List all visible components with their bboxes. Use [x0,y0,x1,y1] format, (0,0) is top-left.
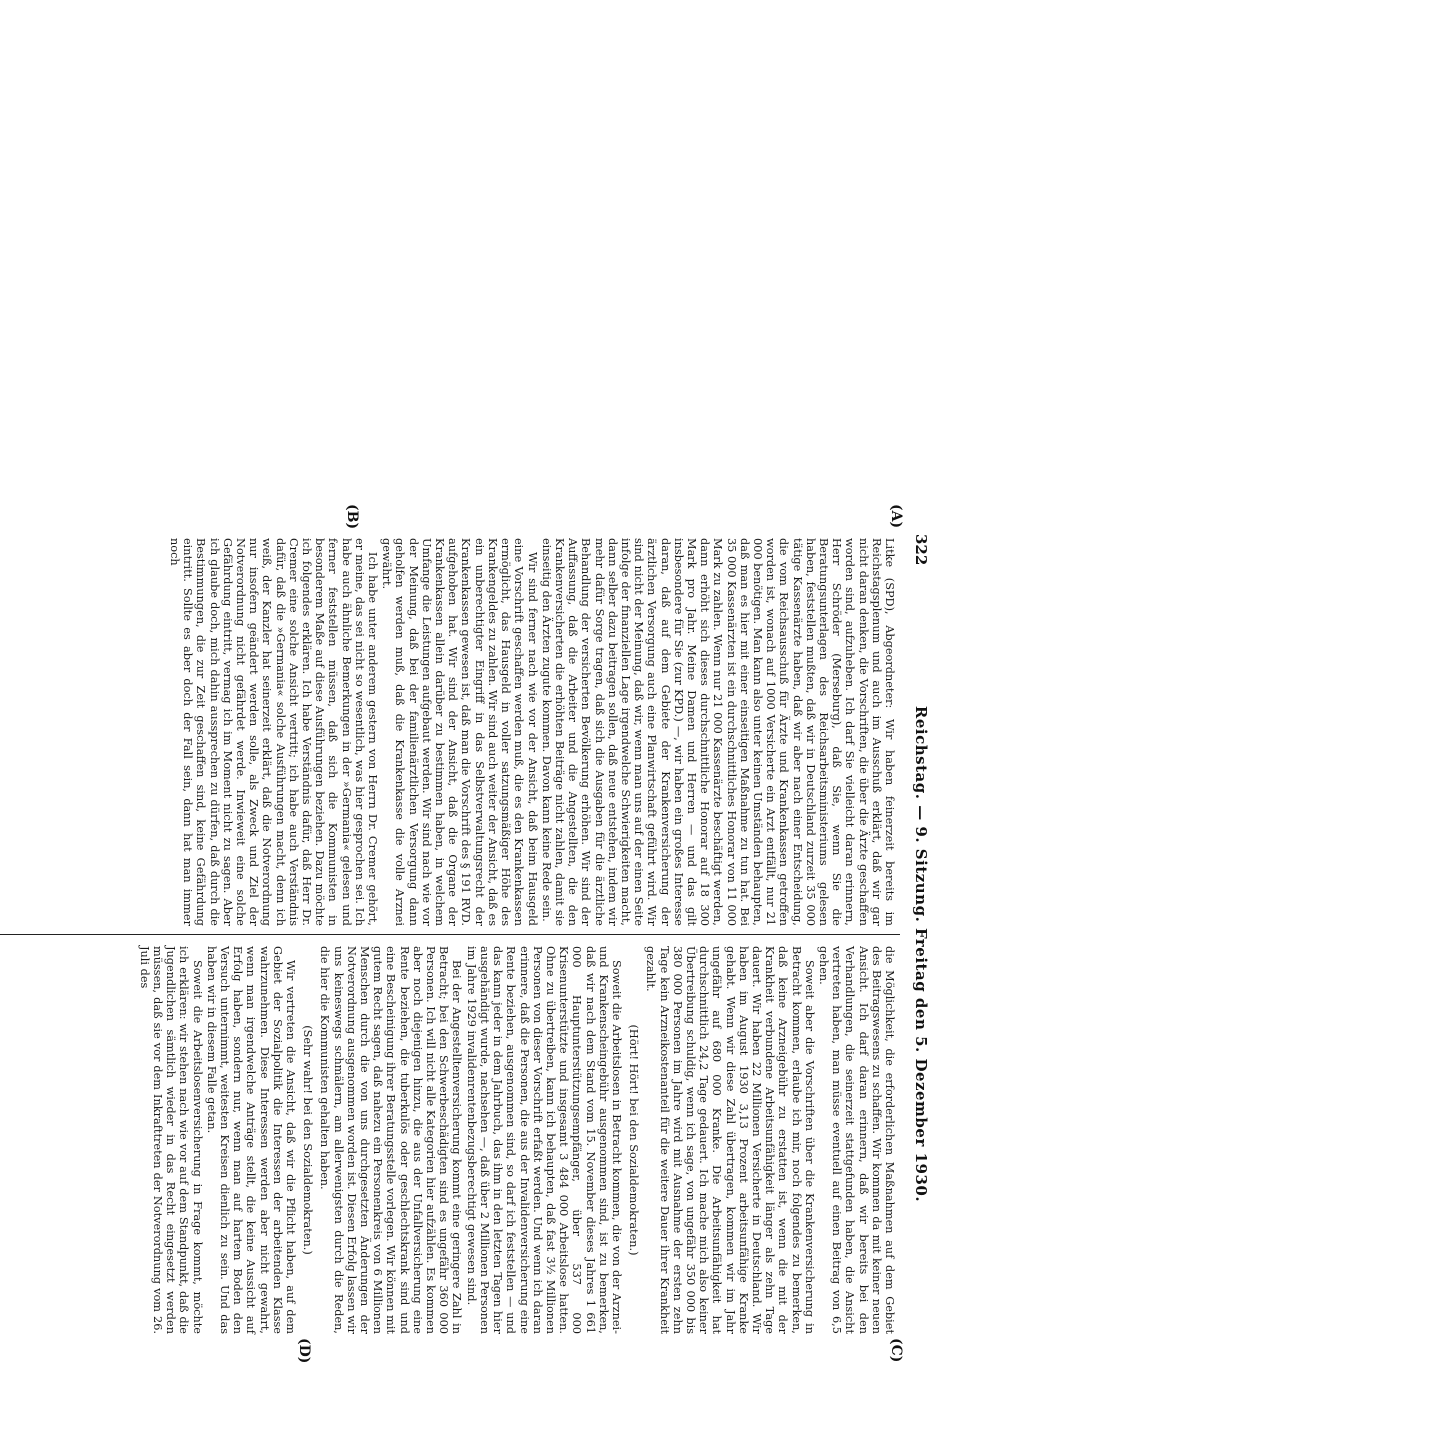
margin-mark-d: (D) [296,1338,312,1364]
paragraph: die Möglichkeit, die erforderlichen Maßnahmen auf dem Gebiet des Beitragswesens zu schaffen. Wir kommen da mit keiner neuen Ansicht. Ich darf daran erinnern, daß wir bereits bei den Verhandlungen, die seinerzeit stattgefunden haben, die Ansicht vertreten haben, man müsse eventuell auf einen Beitrag von 6,5 gehen. [816,946,896,1334]
paragraph: Ich habe unter anderem gestern von Herrn Dr. Cremer gehört, er meine, das sei nicht so wesentlich, was hier gesprochen sei. Ich habe auch ähnliche Bemerkungen in der »Germania« gelesen und ferner feststellen müssen, daß sich die Kommunisten in besonderem Maße auf diese Ausführungen beziehen. Dazu möchte ich folgendes erklären. Ich habe Verständnis dafür, daß Herr Dr. Cremer eine solche Ansicht vertritt; ich habe auch Verständnis dafür, daß die »Germania« solche Ausführungen macht, denn ich weiß, der Kanzler hat seinerzeit erklärt, daß die Notverordnung nur insofern geändert werden solle, als Zweck und Ziel der Notverordnung nicht gefährdet werde. Inwieweit eine solche Gefährdung eintritt, vermag ich im Moment nicht zu sagen. Aber ich glaube doch, mich dahin aussprechen zu dürfen, daß durch die Bestimmungen, die zur Zeit geschaffen sind, keine Gefährdung eintritt. Sollte es aber doch der Fall sein, dann hat man immer noch [168,538,380,926]
margin-mark-a: (A) [888,504,904,529]
interjection: (Hört! Hört! bei den Sozialdemokraten.) [627,1024,641,1256]
page-header [906,534,930,1374]
paragraph: Bei der Angestelltenversicherung kommt eine geringere Zahl in Betracht; bei den Schwerbeschädigten sind es ungefähr 360 000 Personen. Ich will nicht alle Kategorien hier aufzählen. Es kommen aber noch diejenigen hinzu, die aus der Unfallversicherung eine Rente beziehen, die tuberkulös oder geschlechtskrank sind und eine Bescheinigung ihrer Beratungsstelle vorlegen. Wir können mit gutem Recht sagen, daß nahezu ein Personenkreis von 6 Millionen Menschen durch die von uns durchgesetzten Änderungen der Notverordnung ausgenommen worden ist. Diesen Erfolg lassen wir uns keineswegs schmälern, am allerwenigsten durch die Reden, die hier die Kommunisten gehalten haben. [318,946,464,1334]
margin-mark-b: (B) [344,504,360,530]
paragraph: Soweit aber die Vorschriften über die Krankenversicherung in Betracht kommen, erlaube ich mir, noch folgendes zu bemerken, daß keine Arzneigebühr zu erstatten ist, wenn die mit der Krankheit verbundene Arbeitsunfähigkeit länger als zehn Tage dauert. Wir haben 22 Millionen Versicherte in Deutschland. Wir haben im August 1930 3,13 Prozent arbeitsunfähige Kranke gehabt. Wenn wir diese Zahl übertragen, kommen wir im Jahr ungefähr auf 680 000 Kranke. Die Arbeitsunfähigkeit hat durchschnittlich 24,2 Tage gedauert. Ich mache mich also keiner Übertreibung schuldig, wenn ich sage, von ungefähr 350 000 bis 380 000 Personen im Jahre wird mit Ausnahme der ersten zehn Tage kein Arzneikostenanteil für die weitere Dauer ihrer Krankheit gezahlt. [644,946,816,1334]
paragraph: Litke (SPD), Abgeordneter: Wir haben feinerzeit bereits im Reichstagsplenum und auch im Ausschuß erklärt, daß wir gar nicht daran denken, die Vorschriften, die über die Ärzte geschaffen worden sind, aufzuheben. Ich darf Sie vielleicht daran erinnern, Herr Schröder (Merseburg), daß Sie, wenn Sie die Beratungsunterlagen des Reichsarbeitsministeriums gelesen haben, feststellen mußten, daß wir in Deutschland zurzeit 35 000 tätige Kassenärzte haben, daß wir aber nach einer Entscheidung, die vom Reichsausschuß für Ärzte und Krankenkassen getroffen worden ist, wonach auf 1000 Versicherte ein Arzt entfällt, nur 21 000 benötigen. Man kann also unter keinen Umständen behaupten, daß man es hier mit einer einseitigen Maßnahme zu tun hat. Bei 35 000 Kassenärzten ist ein durchschnittliches Honorar von 11 000 Mark zu zahlen. Wenn nur 21 000 Kassenärzte beschäftigt werden, dann erhöht sich dieses durchschnittliche Honorar auf 18 300 Mark pro Jahr. Meine Damen und Herren — und das gilt insbesondere für Sie (zur KPD.) —, wir haben ein großes Interesse daran, daß auf dem Gebiete der Krankenversicherung der ärztlichen Versorgung auch eine Planwirtschaft geführt wird. Wir sind nicht der Meinung, daß wir, wenn man uns auf der einen Seite infolge der finanziellen Lage irgendwelche Schwierigkeiten macht, dann selber dazu beitragen sollen, daß neue entstehen, indem wir mehr dafür Sorge tragen, daß sich die Ausgaben für die ärztliche Behandlung der versicherten Bevölkerung erhöhen. Wir sind der Auffassung, daß die Arbeiter und die Angestellten, die den Krankenversicherten die erhöhten Beiträge nicht zahlen, damit sie einseitig den Ärzten zugute kommen. Davon kann keine Rede sein. [539,538,896,926]
page-number: 322 [912,534,930,566]
paragraph: Wir vertreten die Ansicht, daß wir die Pflicht haben, auf dem Gebiet der Sozialpolitik die Interessen der arbeitenden Klasse wahrzunehmen. Diese Interessen werden aber nicht gewahrt, wenn man irgendwelche Anträge stellt, die keine Aussicht auf Erfolg haben, sondern nur, wenn man auf hartem Boden den Versuch unternimmt, weitesten Kreisen dienlich zu sein. Und das haben wir in diesem Falle getan. [204,946,298,1334]
page-title: Reichstag. — 9. Sitzung. Freitag den 5. Dezember 1930. [912,705,930,1203]
right-column [0,946,896,1334]
margin-mark-c: (C) [888,1338,904,1363]
paragraph: Wir sind ferner nach wie vor der Ansicht, daß beim Hausgeld eine Vorschrift geschaffen werden muß, die es den Krankenkassen ermöglicht, das Hausgeld in voller satzungsmäßiger Höhe des Krankengeldes zu zahlen. Wir sind auch weiter der Ansicht, daß es ein unberechtigter Eingriff in das Selbstverwaltungsrecht der Krankenkassen gewesen ist, daß man die Vorschrift des § 191 RVD. aufgehoben hat. Wir sind der Ansicht, daß die Organe der Krankenkassen allein darüber zu bestimmen haben, in welchem Umfange die Leistungen aufgebaut werden. Wir sind nach wie vor der Meinung, daß bei der familienärztlichen Versorgung dann geholfen werden muß, daß die Krankenkasse die volle Arznei gewährt. [380,538,539,926]
column-divider [0,934,900,935]
interjection: (Sehr wahr! bei den Sozialdemokraten.) [301,1025,315,1255]
rotated-page [0,434,1000,1434]
paragraph: Soweit die Arbeitslosen in Betracht kommen, die von der Arznei- und Krankenscheingebühr ausgenommen sind, ist zu bemerken, daß wir nach dem Stand vom 15. November dieses Jahres 1 661 000 Hauptunterstützungsempfänger, über 537 000 Krisenunterstützte und insgesamt 3 484 000 Arbeitslose hatten. Ohne zu übertreiben, kann ich behaupten, daß fast 3½ Millionen Personen von dieser Vorschrift erfaßt werden. Und wenn ich daran erinnere, daß die Personen, die aus der Invalidenversicherung eine Rente beziehen, ausgenommen sind, so darf ich feststellen — und das kann jeder in dem Jahrbuch, das ihm in den letzten Tagen hier ausgehändigt wurde, nachsehen —, daß über 2 Millionen Personen im Jahre 1929 invalidenrentenbezugsberechtigt gewesen sind. [464,946,623,1334]
left-column [0,538,896,926]
paragraph: Soweit die Arbeitslosenversicherung in Frage kommt, möchte ich erklären: wir stehen nach wie vor auf dem Standpunkt, daß die Jugendlichen sämtlich wieder in das Recht eingesetzt werden müssen, daß sie vor dem Inkrafttreten der Notverordnung vom 26. Juli des [137,946,204,1334]
